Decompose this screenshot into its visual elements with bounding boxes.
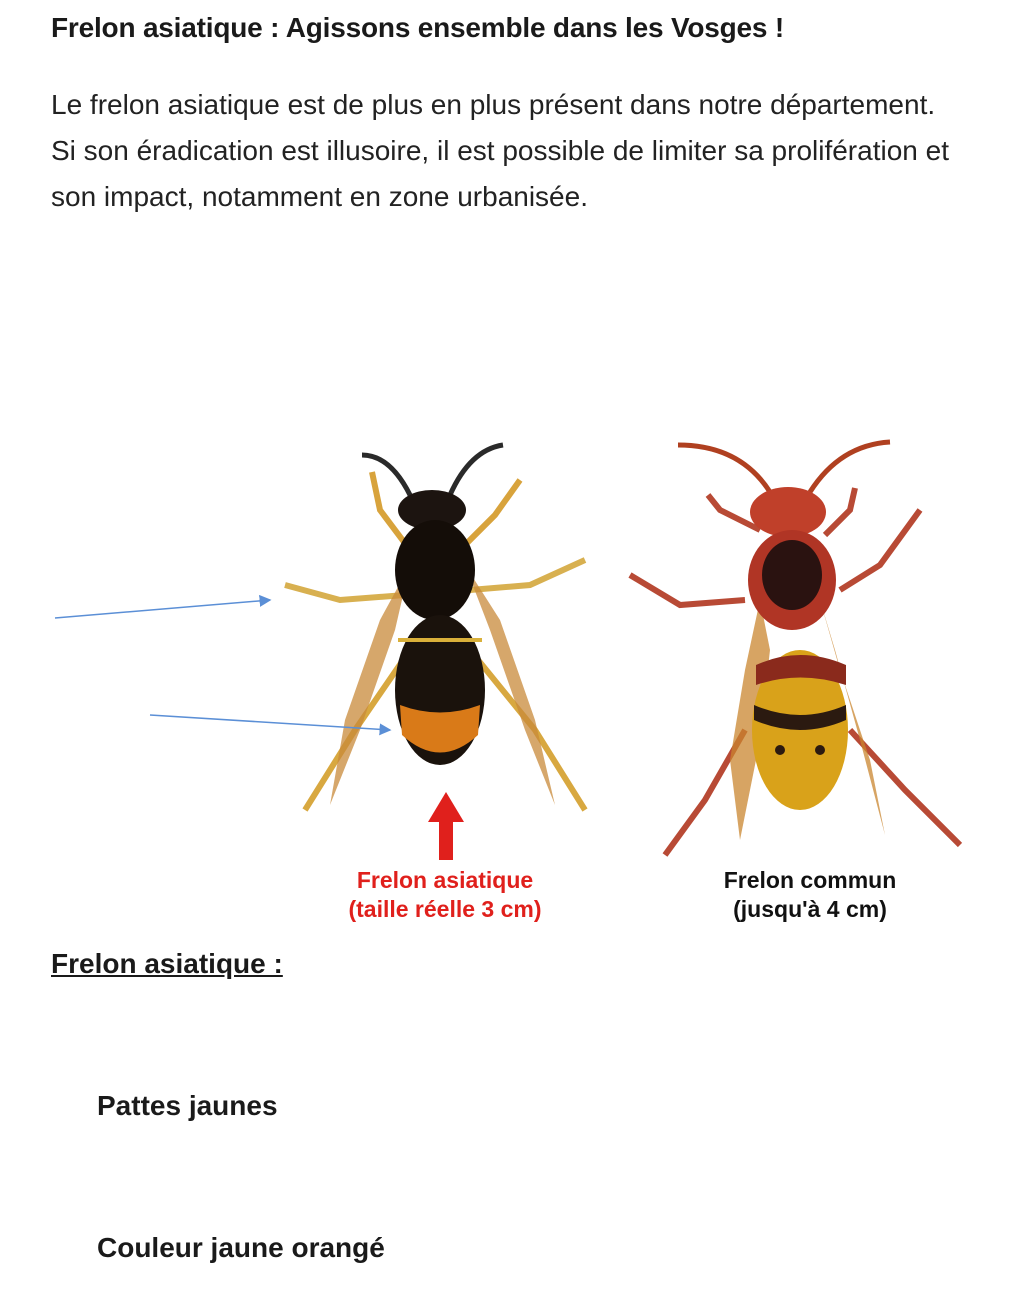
asian-caption-name: Frelon asiatique xyxy=(356,867,534,893)
red-up-arrow xyxy=(428,792,464,860)
trait-item: Couleur jaune orangé xyxy=(97,1232,385,1263)
intro-paragraph: Le frelon asiatique est de plus en plus présent dans notre département. Si son éradication est illusoire, il est possible de limiter sa prolifération et son impact, notamment en zone urbanisée. xyxy=(51,89,949,212)
asian-hornet-caption xyxy=(300,866,590,924)
hornet-comparison-figure xyxy=(0,400,1024,940)
common-caption-size: (jusqu'à 4 cm) xyxy=(733,896,887,922)
asian-caption-size: (taille réelle 3 cm) xyxy=(348,896,542,922)
pointer-arrow-legs xyxy=(55,600,270,618)
section-heading: Frelon asiatique : xyxy=(51,948,283,979)
asian-hornet-image xyxy=(285,445,585,810)
common-hornet-caption xyxy=(690,866,930,924)
common-caption-name: Frelon commun xyxy=(723,867,897,893)
trait-item: Pattes jaunes xyxy=(97,1090,278,1121)
common-hornet-image xyxy=(630,442,960,855)
page-title: Frelon asiatique : Agissons ensemble dans les Vosges ! xyxy=(51,12,784,43)
hornet-illustration xyxy=(0,400,1024,940)
